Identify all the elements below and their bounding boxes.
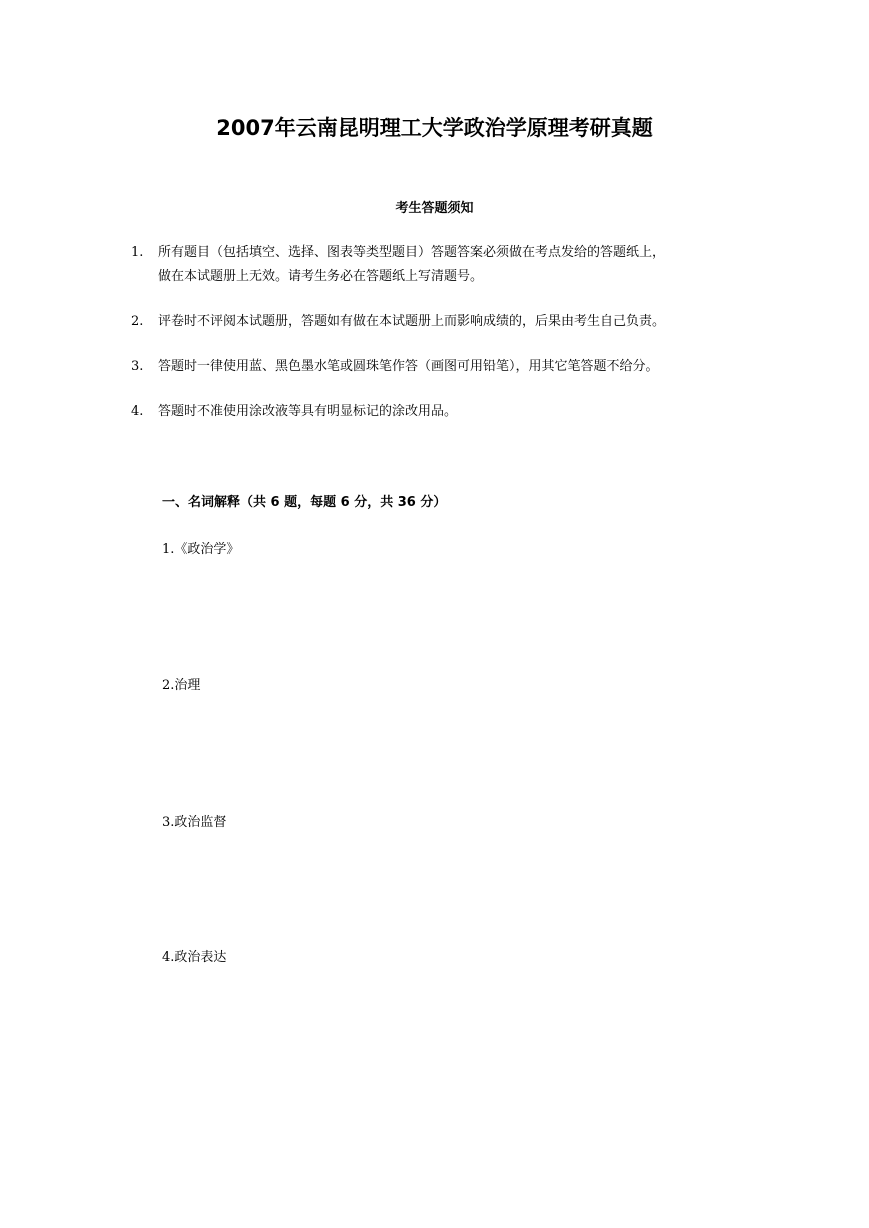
document-title: 2007年云南昆明理工大学政治学原理考研真题 — [216, 116, 653, 140]
question-item: 2.治理 — [162, 678, 201, 693]
rule-line: 做在本试题册上无效。请考生务必在答题纸上写清题号。 — [158, 269, 484, 284]
question-item: 4.政治表达 — [162, 950, 227, 965]
rule-number: 2. — [131, 314, 144, 329]
rule-line: 评卷时不评阅本试题册，答题如有做在本试题册上而影响成绩的，后果由考生自己负责。 — [158, 314, 666, 329]
rule-number: 1. — [131, 245, 144, 260]
rule-number: 3. — [131, 359, 144, 374]
rule-number: 4. — [131, 404, 144, 419]
question-item: 3.政治监督 — [162, 815, 227, 830]
question-item: 1.《政治学》 — [162, 542, 240, 557]
rule-text — [158, 400, 751, 424]
rule-line: 答题时一律使用蓝、黑色墨水笔或圆珠笔作答（画图可用铅笔），用其它笔答题不给分。 — [158, 359, 659, 374]
rule-text — [158, 310, 751, 334]
rule-line: 答题时不准使用涂改液等具有明显标记的涂改用品。 — [158, 404, 458, 419]
rule-text — [158, 355, 751, 379]
notice-heading: 考生答题须知 — [395, 201, 474, 216]
rule-text — [158, 241, 751, 289]
section-heading: 一、名词解释（共 6 题，每题 6 分，共 36 分） — [162, 495, 447, 510]
rule-line: 所有题目（包括填空、选择、图表等类型题目）答题答案必须做在考点发给的答题纸上， — [158, 245, 666, 260]
